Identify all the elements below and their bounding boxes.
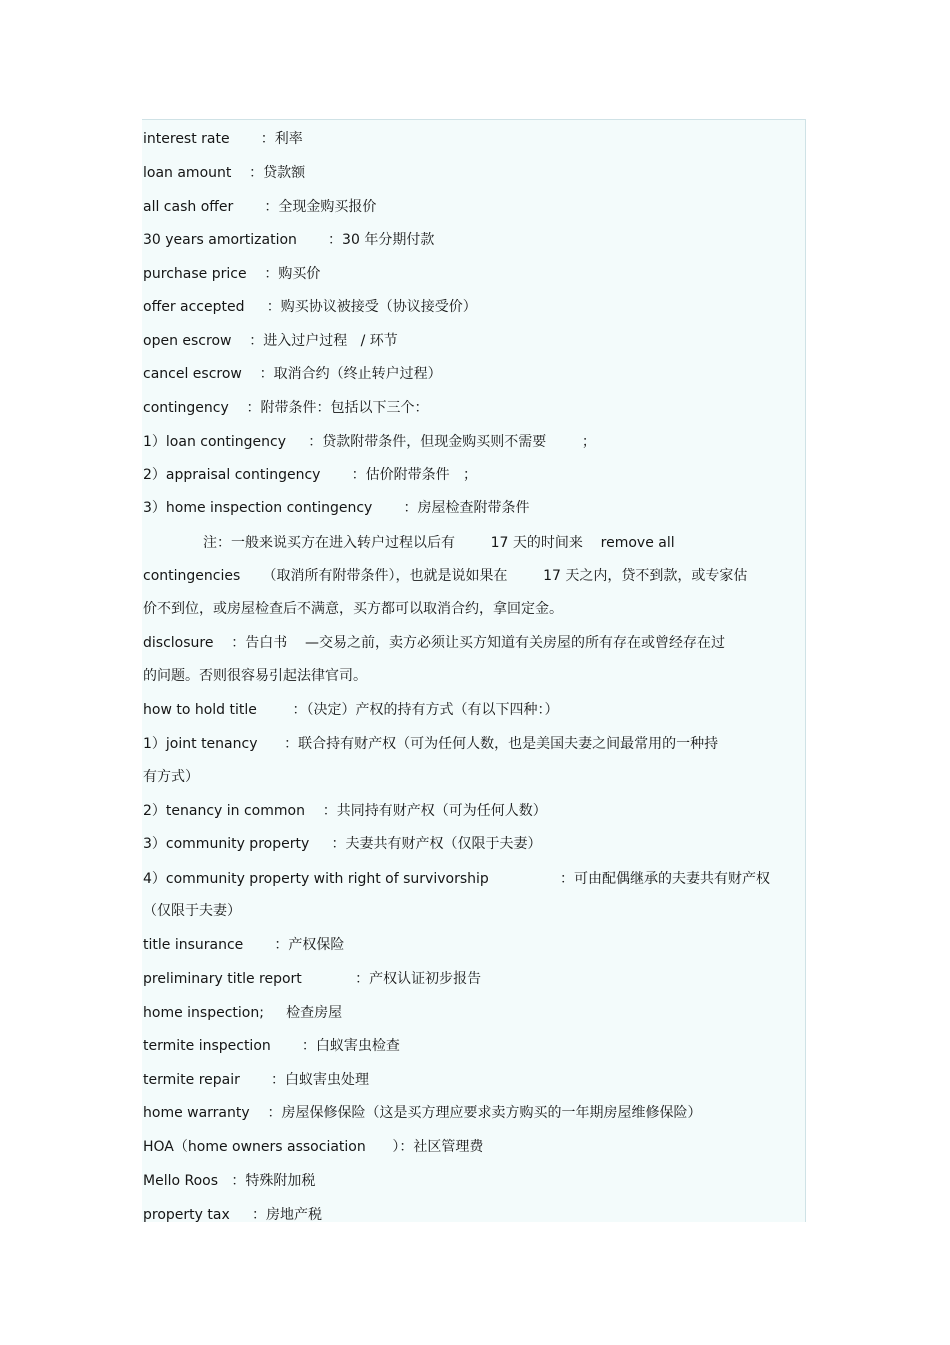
text-line-contingency: contingency ：附带条件：包括以下三个：: [143, 400, 429, 416]
text-line-home-warranty: home warranty ：房屋保修保险（这是买方理应要求卖方购买的一年期房屋维修保险）: [143, 1105, 702, 1121]
text-line-preliminary-title-report: preliminary title report ：产权认证初步报告: [143, 971, 482, 987]
text-line-how-to-hold-title: how to hold title ：（决定）产权的持有方式（有以下四种：）: [143, 702, 559, 718]
text-line-property-tax: property tax ：房地产税: [143, 1207, 322, 1223]
text-line-loan-contingency: 1）loan contingency ：贷款附带条件，但现金购买则不需要 ；: [143, 434, 596, 450]
text-line-disclosure-end: 的问题。否则很容易引起法律官司。: [143, 668, 367, 684]
text-line-all-cash-offer: all cash offer ：全现金购买报价: [143, 199, 377, 215]
text-line-note-end: 价不到位，或房屋检查后不满意，买方都可以取消合约，拿回定金。: [143, 601, 563, 617]
text-line-hoa: HOA（home owners association ）：社区管理费: [143, 1139, 484, 1155]
text-line-joint-tenancy-end: 有方式）: [143, 769, 199, 785]
text-line-community-property: 3）community property ：夫妻共有财产权（仅限于夫妻）: [143, 836, 542, 852]
text-line-community-property-survivorship-end: （仅限于夫妻）: [143, 903, 241, 919]
text-line-note: 注：一般来说买方在进入转户过程以后有 17 天的时间来 remove all: [203, 535, 675, 551]
text-line-interest-rate: interest rate ：利率: [143, 131, 303, 147]
text-line-open-escrow: open escrow ：进入过户过程 / 环节: [143, 333, 398, 349]
text-line-appraisal-contingency: 2）appraisal contingency ：估价附带条件 ；: [143, 467, 477, 483]
text-line-loan-amount: loan amount ：贷款额: [143, 165, 306, 181]
text-line-purchase-price: purchase price ：购买价: [143, 266, 321, 282]
text-line-offer-accepted: offer accepted ：购买协议被接受（协议接受价）: [143, 299, 477, 315]
text-line-termite-inspection: termite inspection ：白蚁害虫检查: [143, 1038, 400, 1054]
text-line-home-inspection: home inspection; 检查房屋: [143, 1005, 343, 1021]
text-line-home-inspection-contingency: 3）home inspection contingency ：房屋检查附带条件: [143, 500, 530, 516]
text-line-tenancy-in-common: 2）tenancy in common ：共同持有财产权（可为任何人数）: [143, 803, 547, 819]
text-line-title-insurance: title insurance ：产权保险: [143, 937, 345, 953]
text-line-disclosure: disclosure ：告白书 —交易之前，卖方必须让买方知道有关房屋的所有存在或曾经存在过: [143, 635, 726, 651]
text-line-joint-tenancy: 1）joint tenancy ：联合持有财产权（可为任何人数，也是美国夫妻之间最常用的一种持: [143, 736, 719, 752]
text-line-community-property-survivorship: 4）community property with right of survivorship ：可由配偶继承的夫妻共有财产权: [143, 871, 770, 887]
text-line-termite-repair: termite repair ：白蚁害虫处理: [143, 1072, 370, 1088]
text-line-note-continued: contingencies （取消所有附带条件），也就是说如果在 17 天之内，贷不到款，或专家估: [143, 568, 748, 584]
text-line-amortization: 30 years amortization ：30 年分期付款: [143, 232, 435, 248]
text-line-cancel-escrow: cancel escrow ：取消合约（终止转户过程）: [143, 366, 442, 382]
text-line-mello-roos: Mello Roos ：特殊附加税: [143, 1173, 316, 1189]
